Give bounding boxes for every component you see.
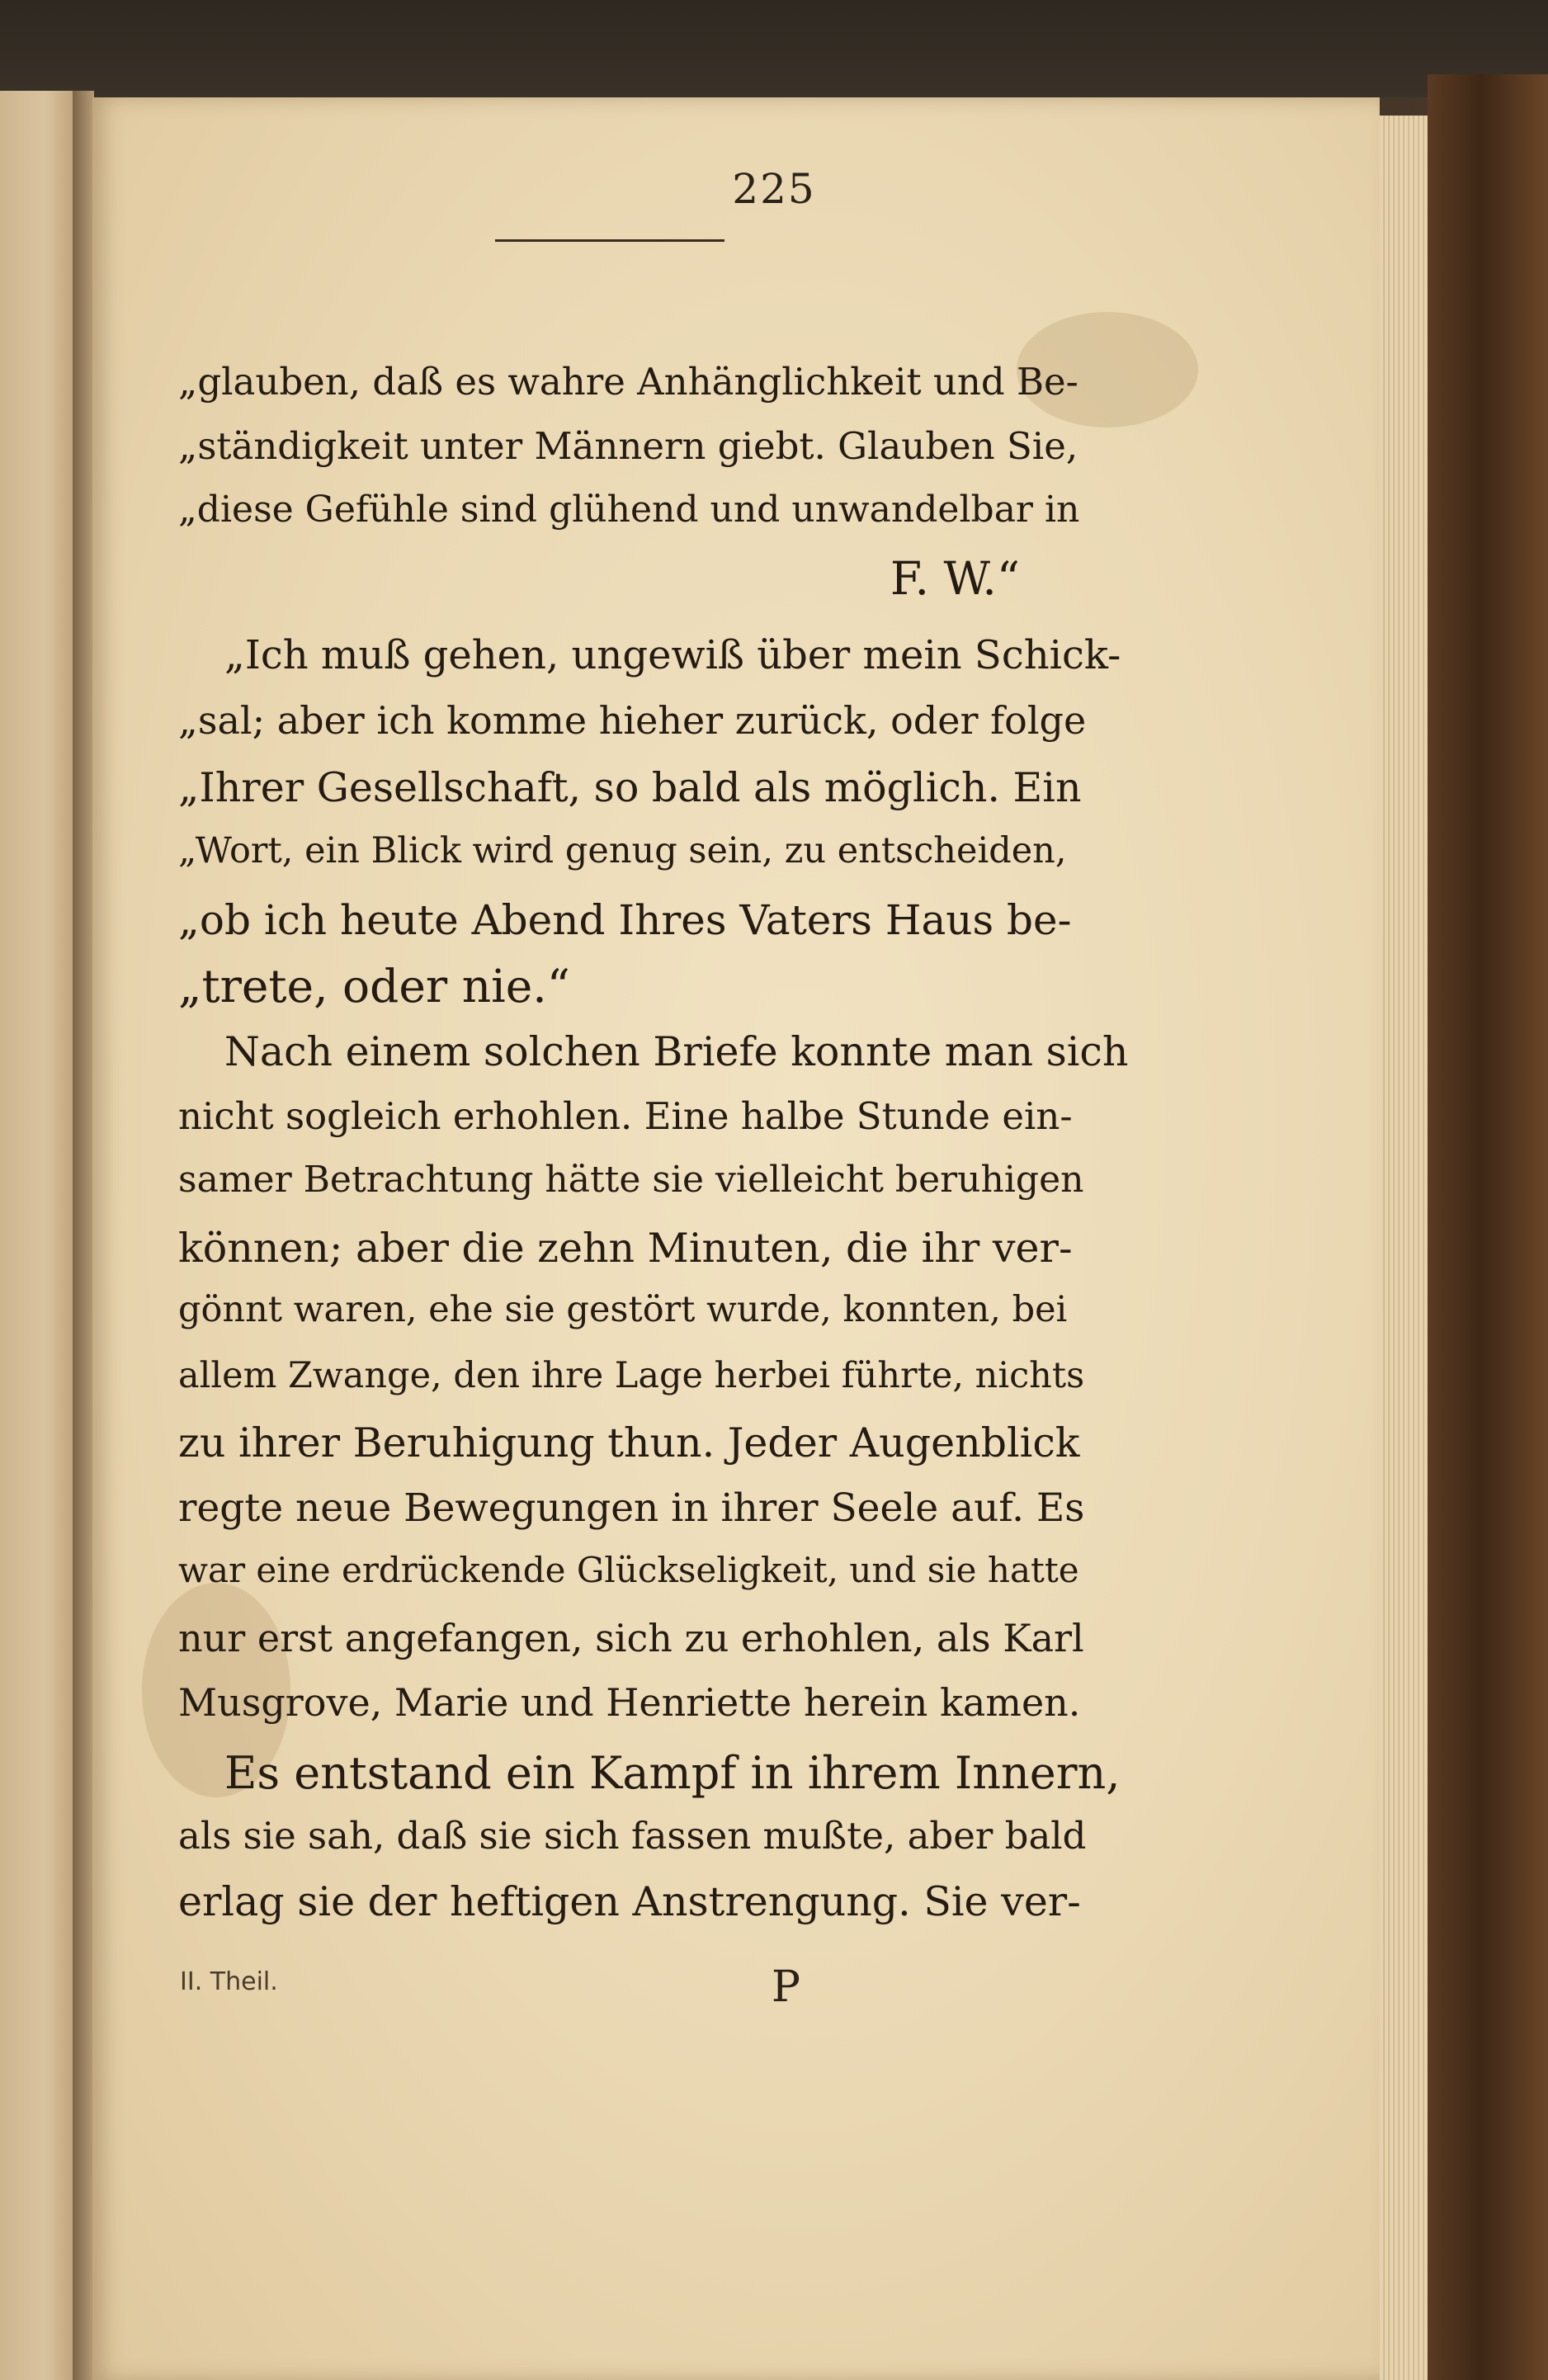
- text-line: können; aber die zehn Minuten, die ihr ver-: [178, 1225, 1073, 1272]
- left-page-edge: [0, 91, 76, 2380]
- text-line: erlag sie der heftigen Anstrengung. Sie ver-: [178, 1878, 1081, 1925]
- text-line: samer Betrachtung hätte sie vielleicht beruhigen: [178, 1159, 1084, 1201]
- text-line: als sie sah, daß sie sich fassen mußte, aber bald: [178, 1814, 1087, 1858]
- text-line: Musgrove, Marie und Henriette herein kamen.: [178, 1680, 1081, 1725]
- signature-mark: P: [772, 1962, 800, 2012]
- text-line: „ob ich heute Abend Ihres Vaters Haus be-: [178, 896, 1072, 944]
- text-line: war eine erdrückende Glückseligkeit, und sie hatte: [178, 1550, 1079, 1590]
- text-line: Nach einem solchen Briefe konnte man sich: [224, 1028, 1129, 1075]
- top-background: [0, 0, 1548, 97]
- leather-binding: [1428, 74, 1548, 2380]
- text-line: zu ihrer Beruhigung thun. Jeder Augenblick: [178, 1419, 1080, 1466]
- page-number: 225: [732, 165, 816, 213]
- text-line: nicht sogleich erhohlen. Eine halbe Stunde ein-: [178, 1094, 1073, 1138]
- text-line: „diese Gefühle sind glühend und unwandelbar in: [178, 489, 1080, 531]
- text-line-signature: F. W.“: [890, 552, 1020, 605]
- gutter-shadow: [73, 91, 94, 2380]
- volume-signature: II. Theil.: [180, 1967, 278, 1996]
- text-line: „glauben, daß es wahre Anhänglichkeit und Be-: [178, 360, 1078, 404]
- text-line: gönnt waren, ehe sie gestört wurde, konnten, bei: [178, 1289, 1068, 1330]
- text-line: „Wort, ein Blick wird genug sein, zu entscheiden,: [178, 830, 1067, 871]
- text-line: „Ich muß gehen, ungewiß über mein Schick-: [224, 632, 1121, 678]
- text-line: „trete, oder nie.“: [178, 960, 570, 1013]
- header-rule: [495, 239, 724, 242]
- text-line: nur erst angefangen, sich zu erhohlen, als Karl: [178, 1616, 1084, 1660]
- text-line: „Ihrer Gesellschaft, so bald als möglich. Ein: [178, 764, 1082, 811]
- text-line: allem Zwange, den ihre Lage herbei führte, nichts: [178, 1355, 1085, 1396]
- text-line: „ständigkeit unter Männern giebt. Glauben Sie,: [178, 424, 1078, 468]
- text-line: regte neue Bewegungen in ihrer Seele auf. Es: [178, 1485, 1085, 1531]
- text-line: Es entstand ein Kampf in ihrem Innern,: [224, 1747, 1121, 1799]
- text-line: „sal; aber ich komme hieher zurück, oder folge: [178, 698, 1087, 743]
